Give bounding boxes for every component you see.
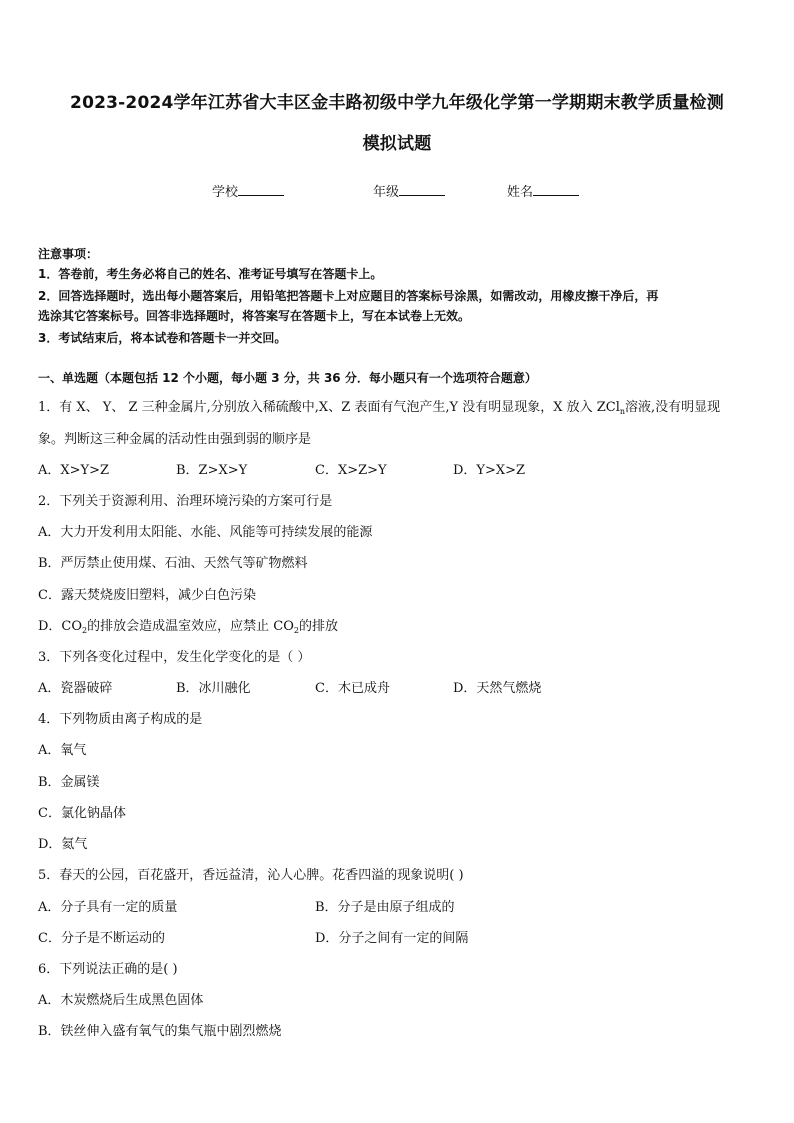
q1-stem-text: 1．有 X、 Y、 Z 三种金属片,分别放入稀硫酸中,X、Z 表面有气泡产生,Y 没有明显现象，X 放入 ZCl	[38, 400, 620, 415]
q4-option-c: C．氯化钠晶体	[38, 806, 126, 821]
q4-option-b: B．金属镁	[38, 775, 100, 790]
q3-option-b: B．冰川融化	[176, 681, 251, 696]
section-heading: 一、单选题（本题包括 12 个小题，每小题 3 分，共 36 分．每小题只有一个选项符合题意）	[38, 371, 537, 385]
q2-subscript-1: 2	[82, 626, 88, 635]
q5-option-b: B．分子是由原子组成的	[315, 900, 455, 915]
q2-option-d-text: D．CO	[38, 619, 83, 634]
q3-option-d: D．天然气燃烧	[453, 681, 542, 696]
q6-option-a: A．木炭燃烧后生成黑色固体	[38, 993, 204, 1008]
q4-stem: 4．下列物质由离子构成的是	[38, 712, 203, 727]
note-item-3: 3．考试结束后，将本试卷和答题卡一并交回。	[38, 331, 287, 345]
q3-stem: 3．下列各变化过程中，发生化学变化的是（ ）	[38, 650, 311, 665]
q1-stem-text-b: 溶液,没有明显现	[625, 400, 721, 415]
q2-option-d	[38, 615, 338, 635]
exam-title-line2: 模拟试题	[362, 134, 432, 154]
note-item-2b: 选涂其它答案标号。回答非选择题时，将答案写在答题卡上，写在本试卷上无效。	[38, 309, 471, 323]
name-label: 姓名	[507, 185, 534, 200]
q1-option-c: C．X>Z>Y	[315, 463, 387, 478]
q5-option-c: C．分子是不断运动的	[38, 931, 165, 946]
q3-option-c: C．木已成舟	[315, 681, 390, 696]
q2-option-d-text-3: 的排放	[298, 619, 338, 634]
notes-heading: 注意事项：	[38, 247, 99, 261]
grade-field	[373, 181, 445, 200]
q3-option-a: A．瓷器破碎	[38, 681, 113, 696]
q2-option-a: A．大力开发利用太阳能、水能、风能等可持续发展的能源	[38, 525, 373, 540]
note-item-1: 1．答卷前，考生务必将自己的姓名、准考证号填写在答题卡上。	[38, 267, 383, 281]
q1-subscript: n	[619, 407, 626, 416]
q5-stem: 5．春天的公园，百花盛开，香远益清，沁人心脾。花香四溢的现象说明( )	[38, 868, 464, 883]
grade-blank	[399, 183, 445, 196]
q6-stem: 6．下列说法正确的是( )	[38, 962, 178, 977]
q5-option-a: A．分子具有一定的质量	[38, 900, 178, 915]
q2-option-c: C．露天焚烧废旧塑料，减少白色污染	[38, 588, 256, 603]
q1-stem-line1	[38, 396, 720, 416]
q2-option-b: B．严厉禁止使用煤、石油、天然气等矿物燃料	[38, 556, 308, 571]
q6-option-b: B．铁丝伸入盛有氧气的集气瓶中剧烈燃烧	[38, 1024, 282, 1039]
q1-option-b: B．Z>X>Y	[176, 463, 248, 478]
q2-subscript-2: 2	[293, 626, 299, 635]
name-field	[507, 181, 579, 200]
school-label: 学校	[212, 185, 239, 200]
q2-option-d-text-2: 的排放会造成温室效应，应禁止 CO	[87, 619, 294, 634]
q2-stem: 2．下列关于资源利用、治理环境污染的方案可行是	[38, 494, 333, 509]
q1-stem-line2: 象。判断这三种金属的活动性由强到弱的顺序是	[38, 432, 312, 447]
q4-option-d: D．氦气	[38, 837, 88, 852]
school-field	[212, 181, 284, 200]
q1-option-a: A．X>Y>Z	[38, 463, 110, 478]
q1-option-d: D．Y>X>Z	[453, 463, 526, 478]
exam-title-line1: 2023-2024学年江苏省大丰区金丰路初级中学九年级化学第一学期期末教学质量检测	[70, 93, 724, 113]
name-blank	[533, 183, 579, 196]
q5-option-d: D．分子之间有一定的间隔	[315, 931, 469, 946]
school-blank	[238, 183, 284, 196]
note-item-2a: 2．回答选择题时，选出每小题答案后，用铅笔把答题卡上对应题目的答案标号涂黑，如需改动，用橡皮擦干净后，再	[38, 289, 659, 303]
q4-option-a: A．氧气	[38, 743, 87, 758]
grade-label: 年级	[373, 185, 400, 200]
